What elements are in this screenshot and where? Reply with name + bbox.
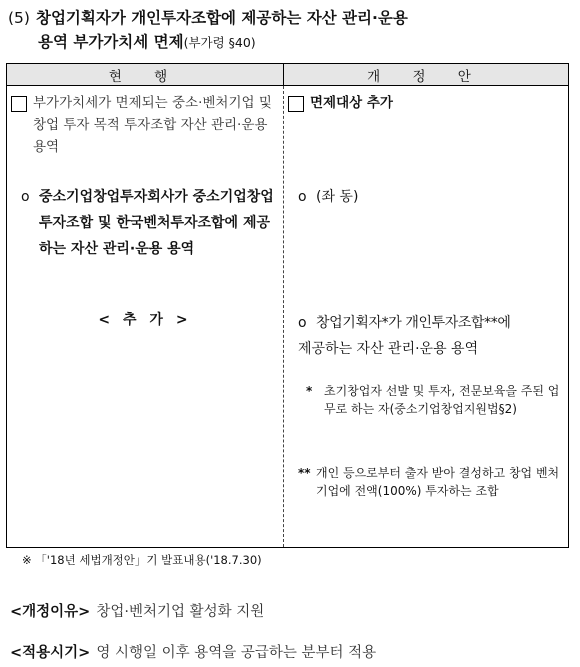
reason-line <box>10 600 264 621</box>
heading-title-line2: 용역 부가가치세 면제 <box>38 33 184 51</box>
heading-title-line1: 창업기획자가 개인투자조합에 제공하는 자산 관리·운용 <box>35 9 408 27</box>
comparison-table <box>6 63 569 548</box>
footnote-1-mark: * <box>306 384 313 398</box>
current-item-text <box>39 184 277 262</box>
timing-label: <적용시기> <box>10 645 91 661</box>
timing-text: 영 시행일 이후 용역을 공급하는 분부터 적용 <box>96 645 377 661</box>
footnote-2 <box>298 464 560 500</box>
revised-column <box>284 86 569 548</box>
section-number: (5) <box>8 9 30 27</box>
table-header-row <box>7 64 569 86</box>
bullet-circle-icon: o <box>21 189 30 205</box>
added-placeholder: < 추 가 > <box>98 312 192 328</box>
current-intro-text: 부가가치세가 면제되는 중소·벤처기업 및 창업 투자 목적 투자조합 자산 관리·운용 용역 <box>33 95 272 155</box>
revised-new-item <box>298 310 564 362</box>
current-item-rest: 가 중소기업창업투자조합 및 한국벤처투자조합에 제공하는 자산 관리·운용 용역 <box>39 189 274 257</box>
current-item <box>21 184 277 262</box>
footnote-2-text: 개인 등으로부터 출자 받아 결성하고 창업 벤처기업에 전액(100%) 투자하는 조합 <box>316 466 560 498</box>
revised-new-line2: 제공하는 자산 관리·운용 용역 <box>298 341 479 357</box>
bullet-circle-icon: o <box>298 189 307 205</box>
current-intro-item <box>9 92 279 158</box>
revised-new-line1: 창업기획자*가 개인투자조합**에 <box>316 315 511 331</box>
section-heading <box>8 6 576 55</box>
header-current: 현 행 <box>7 64 284 86</box>
announcement-note: ※ 「'18년 세법개정안」기 발표내용('18.7.30) <box>22 553 262 567</box>
revised-intro-text: 면제대상 추가 <box>310 95 393 111</box>
footnote-2-mark: ** <box>298 466 311 480</box>
heading-line1 <box>8 6 576 30</box>
revised-same-item <box>298 184 558 210</box>
current-column <box>7 86 284 548</box>
footnote-1 <box>306 382 560 418</box>
revised-intro-item <box>286 92 566 114</box>
timing-line <box>10 641 376 662</box>
header-revised: 개 정 안 <box>284 64 569 86</box>
heading-line2 <box>8 30 576 55</box>
reason-text: 창업·벤처기업 활성화 지원 <box>96 604 265 620</box>
checkbox-square-icon <box>11 96 27 112</box>
footnote-1-text: 초기창업자 선발 및 투자, 전문보육을 주된 업무로 하는 자(중소기업창업지원법§2) <box>324 384 560 416</box>
reason-label: <개정이유> <box>10 604 91 620</box>
revised-new-text <box>298 310 511 362</box>
current-item-subject: 중소기업창업투자회사 <box>39 189 175 205</box>
checkbox-square-icon <box>288 96 304 112</box>
table-body-row <box>7 86 569 548</box>
bullet-circle-icon: o <box>298 315 307 331</box>
law-reference: (부가령 §40) <box>183 35 256 50</box>
revised-same-text: (좌 동) <box>316 189 359 205</box>
